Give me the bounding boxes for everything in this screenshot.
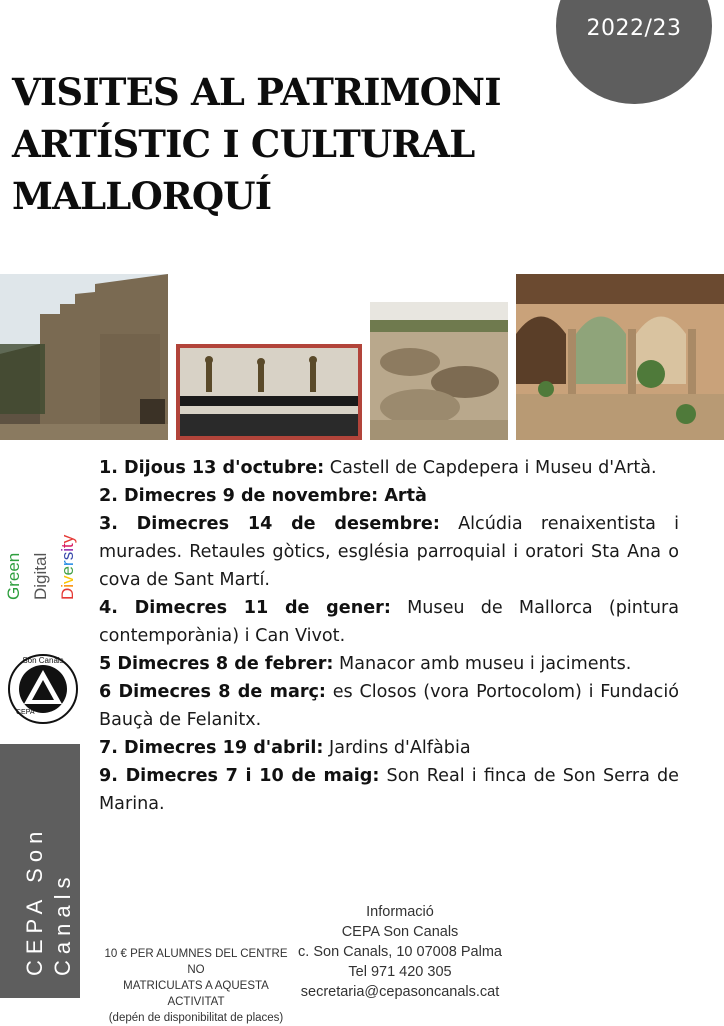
visit-item [99, 510, 679, 594]
visit-place: Son Real i finca de Son Serra de Marina. [99, 766, 679, 814]
visit-date: 6 Dimecres 8 de març: [99, 682, 326, 702]
side-bar [0, 744, 80, 998]
visit-item [99, 650, 679, 678]
visit-date: 7. Dimecres 19 d'abril: [99, 738, 324, 758]
info-phone: Tel 971 420 305 [348, 964, 452, 980]
visit-place: es Closos (vora Portocolom) i Fundació Bauçà de Felanitx. [99, 682, 679, 730]
diversity-letter: v [58, 575, 77, 584]
ggd-diversity [58, 535, 78, 600]
price-line: MATRICULATS A AQUESTA ACTIVITAT [123, 980, 269, 1008]
info-address: c. Son Canals, 10 07008 Palma [298, 944, 502, 960]
title-line: ARTÍSTIC I CULTURAL [12, 122, 475, 166]
visit-date: 5 Dimecres 8 de febrer: [99, 654, 334, 674]
price-note [96, 946, 296, 1026]
visit-place: Museu de Mallorca (pintura contemporània) i Can Vivot. [99, 598, 679, 646]
info-heading: Informació [366, 904, 434, 920]
green-digital-diversity [2, 514, 80, 600]
diversity-letter: e [58, 565, 77, 576]
visit-date: 2. Dimecres 9 de novembre: Artà [99, 486, 427, 506]
cepa-logo [6, 652, 80, 726]
title-line: VISITES AL PATRIMONI [12, 70, 501, 114]
school-year: 2022/23 [586, 16, 682, 41]
visits-list [99, 454, 679, 818]
diversity-letter: y [58, 534, 77, 544]
visit-item [99, 678, 679, 734]
visit-date: 9. Dimecres 7 i 10 de maig: [99, 766, 380, 786]
visit-item [99, 594, 679, 650]
diversity-letter: i [58, 548, 77, 552]
visit-item [99, 454, 679, 482]
side-bar-line2: Canals [50, 871, 75, 976]
side-bar-line1: CEPA Son [22, 825, 47, 976]
diversity-letter: D [58, 587, 77, 600]
diversity-letter: r [58, 560, 77, 566]
visit-item [99, 482, 679, 510]
visit-place: Manacor amb museu i jaciments. [333, 654, 632, 674]
price-line: (depén de disponibilitat de places) [108, 1012, 284, 1024]
castle-wall-photo [0, 274, 168, 440]
visit-place: Alcúdia renaixentista i murades. Retaules gòtics, església parroquial i oratori Sta Ana o cova de Sant Martí. [99, 514, 679, 590]
title-line: MALLORQUÍ [12, 174, 272, 218]
info-school: CEPA Son Canals [341, 924, 459, 940]
visit-date: 1. Dijous 13 d'octubre: [99, 458, 325, 478]
info-email[interactable]: secretaria@cepasoncanals.cat [300, 984, 500, 1000]
visit-item [99, 734, 679, 762]
logo-text: Son Canals [22, 656, 64, 665]
contact-info [290, 902, 510, 1002]
museum-figurines-photo [176, 344, 362, 440]
page-title [12, 66, 552, 222]
diversity-letter: i [58, 583, 77, 588]
visit-date: 4. Dimecres 11 de gener: [99, 598, 391, 618]
diversity-letter: s [58, 551, 77, 561]
logo-subtext: CEPA [16, 709, 35, 716]
visit-item [99, 762, 679, 818]
visit-place: Jardins d'Alfàbia [323, 738, 471, 758]
ggd-digital: Digital [31, 552, 50, 600]
visit-place: Castell de Capdepera i Museu d'Artà. [324, 458, 657, 478]
ggd-green: Green [4, 552, 23, 600]
cloister-patio-photo [516, 274, 724, 440]
diversity-letter: t [58, 543, 77, 549]
visit-date: 3. Dimecres 14 de desembre: [99, 514, 440, 534]
price-line: 10 € PER ALUMNES DEL CENTRE NO [104, 948, 288, 976]
ruins-photo [370, 302, 508, 440]
